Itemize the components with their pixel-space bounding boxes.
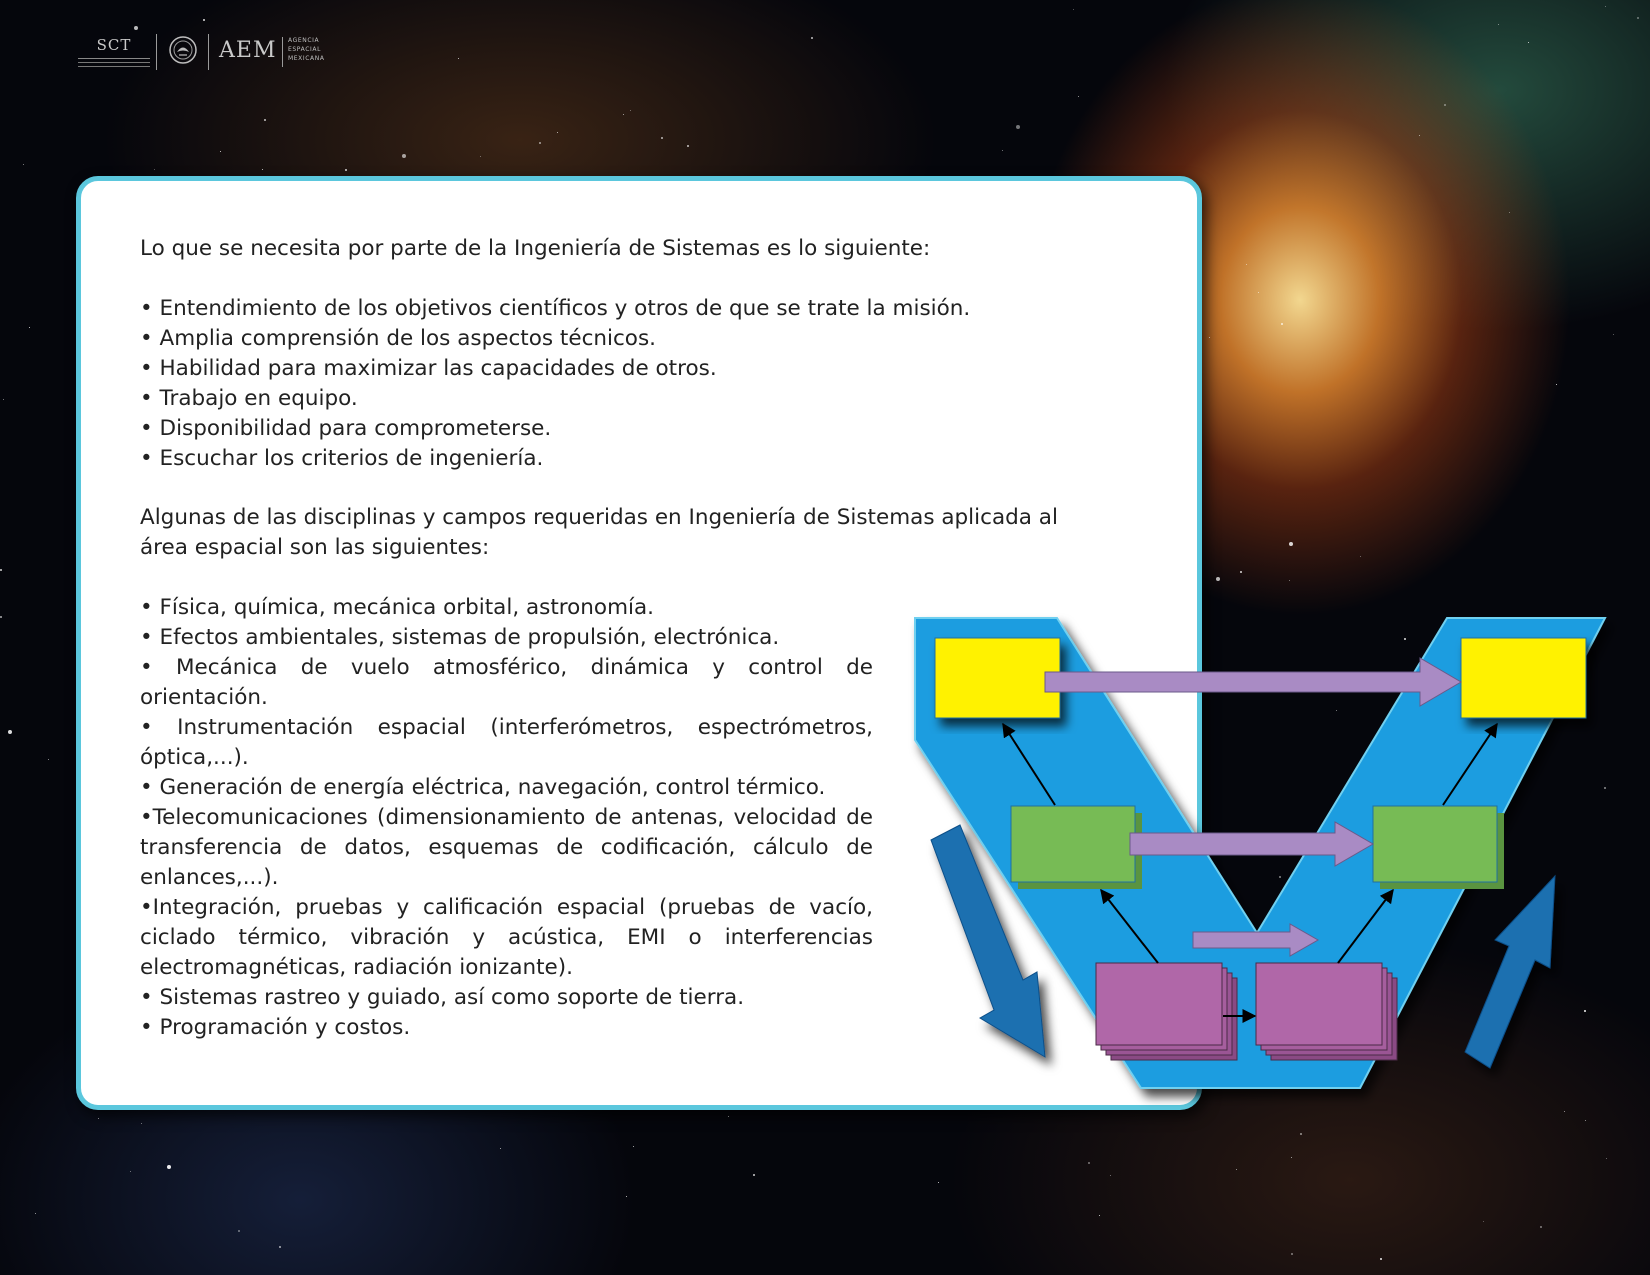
star: [687, 145, 689, 147]
star: [264, 119, 266, 121]
star: [1564, 1111, 1565, 1112]
star: [1216, 577, 1220, 581]
star: [938, 1182, 939, 1183]
star: [98, 1118, 99, 1119]
list-item: • Habilidad para maximizar las capacidades de otros.: [140, 356, 717, 381]
star: [167, 1165, 171, 1169]
list-item: • Efectos ambientales, sistemas de propulsión, electrónica.: [140, 625, 780, 650]
star: [1289, 580, 1290, 581]
star: [1444, 104, 1446, 106]
star: [402, 154, 406, 158]
v-model-diagram: [905, 600, 1625, 1110]
star: [1606, 1158, 1607, 1159]
star: [1209, 337, 1210, 338]
right-top-box: [1461, 638, 1586, 718]
national-seal-icon: [168, 35, 198, 65]
star: [29, 327, 30, 328]
star: [458, 58, 459, 59]
star: [1110, 1175, 1111, 1176]
left-top-box: [935, 638, 1060, 718]
star: [134, 26, 138, 30]
star: [8, 730, 12, 734]
star: [753, 1174, 755, 1176]
list-item: • Física, química, mecánica orbital, astronomía.: [140, 595, 655, 620]
star: [1360, 556, 1361, 557]
needs-list: [140, 294, 1180, 474]
star: [0, 616, 2, 618]
list-item: • Entendimiento de los objetivos científicos y otros de que se trate la misión.: [140, 296, 971, 321]
star: [623, 114, 624, 115]
needs-intro: Lo que se necesita por parte de la Ingeniería de Sistemas es lo siguiente:: [140, 236, 931, 261]
star: [1291, 1253, 1293, 1255]
list-item: • Programación y costos.: [140, 1015, 411, 1040]
star: [345, 169, 347, 171]
star: [1291, 1157, 1292, 1158]
list-item: • Sistemas rastreo y guiado, así como soporte de tierra.: [140, 985, 745, 1010]
list-item: •Telecomunicaciones (dimensionamiento de antenas, velocidad de transferencia de datos, esquemas de codificación, cálculo de enlances,...).: [140, 805, 873, 890]
star: [1540, 1226, 1542, 1228]
star: [1419, 135, 1420, 136]
star: [626, 1196, 627, 1197]
star: [1073, 9, 1074, 10]
star: [811, 37, 813, 39]
star: [1289, 542, 1293, 546]
star: [500, 1148, 501, 1149]
disciplines-list: [140, 593, 873, 1043]
star: [262, 169, 263, 170]
star: [220, 151, 221, 152]
list-item: • Disponibilidad para comprometerse.: [140, 416, 552, 441]
list-item: • Amplia comprensión de los aspectos técnicos.: [140, 326, 656, 351]
star: [1528, 42, 1529, 43]
star: [154, 169, 155, 170]
right-bottom-stack: [1256, 963, 1397, 1060]
star: [1258, 292, 1259, 293]
sct-logo-text: SCT: [96, 36, 132, 54]
star: [1246, 264, 1247, 265]
star: [35, 1213, 36, 1214]
star: [130, 1171, 131, 1172]
aem-logo-text: AEM: [219, 38, 277, 63]
sct-subtitle-lines: [78, 58, 150, 67]
star: [1236, 1169, 1237, 1170]
star: [0, 569, 2, 571]
list-item: • Instrumentación espacial (interferómetros, espectrómetros, óptica,...).: [140, 715, 873, 770]
star: [23, 164, 24, 165]
ascend-arrow: [1465, 876, 1555, 1068]
star: [1613, 334, 1614, 335]
star: [1585, 1120, 1586, 1121]
list-item: •Integración, pruebas y calificación espacial (pruebas de vacío, ciclado térmico, vibración y acústica, EMI o interferencias electromagnéticas, radiación ionizante).: [140, 895, 873, 980]
star: [1637, 17, 1639, 19]
star: [1281, 323, 1283, 325]
right-mid-box: [1373, 806, 1497, 882]
disciplines-intro: Algunas de las disciplinas y campos requeridas en Ingeniería de Sistemas aplicada al área espacial son las siguientes:: [140, 505, 1058, 560]
needs-section: [140, 234, 1180, 474]
star: [1498, 24, 1499, 25]
agency-name: AGENCIA ESPACIAL MEXICANA: [288, 37, 325, 62]
star: [480, 156, 481, 157]
list-item: • Generación de energía eléctrica, navegación, control térmico.: [140, 775, 826, 800]
star: [1605, 6, 1606, 7]
star: [661, 137, 663, 139]
logo-divider: [156, 34, 157, 70]
star: [238, 1230, 240, 1232]
list-item: • Mecánica de vuelo atmosférico, dinámica y control de orientación.: [140, 655, 873, 710]
star: [1240, 571, 1242, 573]
star: [279, 1246, 281, 1248]
star: [1380, 1258, 1382, 1260]
star: [141, 1123, 142, 1124]
star: [48, 759, 49, 760]
left-mid-box: [1011, 806, 1135, 882]
star: [3, 399, 4, 400]
star: [1078, 96, 1079, 97]
star: [630, 110, 631, 111]
star: [539, 142, 541, 144]
left-bottom-stack: [1096, 963, 1237, 1060]
star: [1509, 212, 1510, 213]
star: [1016, 125, 1020, 129]
star: [1099, 1215, 1100, 1216]
list-item: • Trabajo en equipo.: [140, 386, 358, 411]
star: [203, 19, 205, 21]
star: [1556, 384, 1557, 385]
star: [1088, 1162, 1090, 1164]
logo-divider: [282, 37, 283, 67]
logo-divider: [208, 34, 209, 70]
list-item: • Escuchar los criterios de ingeniería.: [140, 446, 544, 471]
star: [1300, 1133, 1302, 1135]
star: [1483, 1221, 1484, 1222]
star: [557, 132, 558, 133]
star: [1002, 150, 1003, 151]
star: [728, 1116, 729, 1117]
star: [633, 1146, 634, 1147]
